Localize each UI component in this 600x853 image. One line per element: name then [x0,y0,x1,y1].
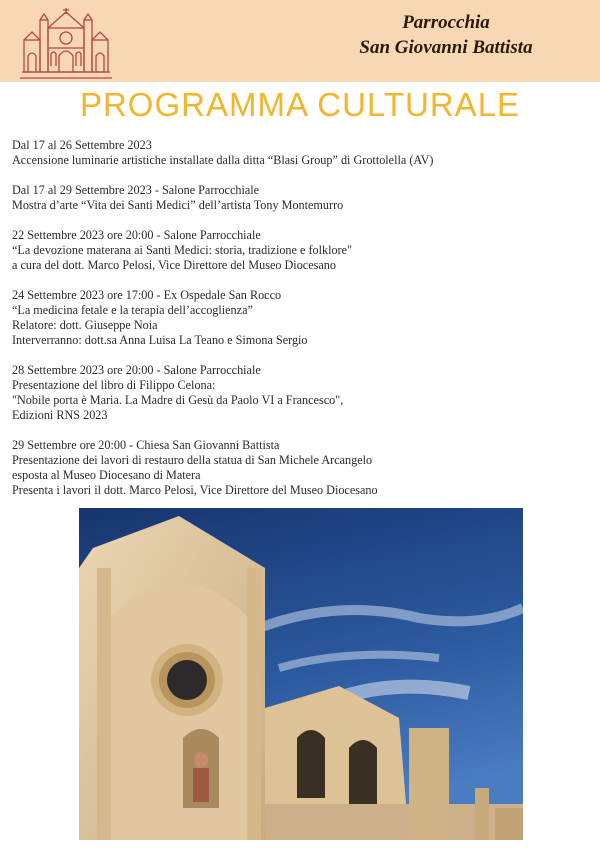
event-detail: a cura del dott. Marco Pelosi, Vice Direttore del Museo Diocesano [12,258,336,272]
event-item [12,363,592,423]
event-detail: "Nobile porta è Maria. La Madre di Gesù da Paolo VI a Francesco", [12,393,344,407]
event-detail: Presentazione dei lavori di restauro della statua di San Michele Arcangelo [12,453,373,467]
event-detail: Presentazione del libro di Filippo Celona: [12,378,216,392]
event-detail: “La medicina fetale e la terapia dell’accoglienza” [12,303,253,317]
event-item [12,288,592,348]
event-detail: Presenta i lavori il dott. Marco Pelosi, Vice Direttore del Museo Diocesano [12,483,378,497]
event-item [12,228,592,273]
parish-line-1: Parrocchia [402,12,490,33]
church-photo [79,508,523,840]
event-detail: Accensione luminarie artistiche installate dalla ditta “Blasi Group” di Grottolella (AV) [12,153,434,167]
parish-line-2: San Giovanni Battista [359,37,533,58]
parish-name [316,10,576,60]
event-date: Dal 17 al 26 Settembre 2023 [12,138,152,152]
event-date: Dal 17 al 29 Settembre 2023 - Salone Parrocchiale [12,183,260,197]
church-facade-icon [18,6,114,80]
header-band [0,0,600,82]
event-date: 22 Settembre 2023 ore 20:00 - Salone Parrocchiale [12,228,261,242]
event-item [12,138,592,168]
events-list [12,138,592,513]
event-detail: Interverranno: dott.sa Anna Luisa La Teano e Simona Sergio [12,333,308,347]
event-detail: Relatore: dott. Giuseppe Noia [12,318,158,332]
event-item [12,183,592,213]
event-date: 28 Settembre 2023 ore 20:00 - Salone Parrocchiale [12,363,261,377]
event-date: 24 Settembre 2023 ore 17:00 - Ex Ospedale San Rocco [12,288,282,302]
event-detail: “La devozione materana ai Santi Medici: storia, tradizione e folklore" [12,243,352,257]
event-item [12,438,592,498]
event-detail: esposta al Museo Diocesano di Matera [12,468,201,482]
event-detail: Edizioni RNS 2023 [12,408,108,422]
event-detail: Mostra d’arte “Vita dei Santi Medici” dell’artista Tony Montemurro [12,198,344,212]
event-date: 29 Settembre ore 20:00 - Chiesa San Giovanni Battista [12,438,280,452]
page-title: PROGRAMMA CULTURALE [79,86,521,123]
